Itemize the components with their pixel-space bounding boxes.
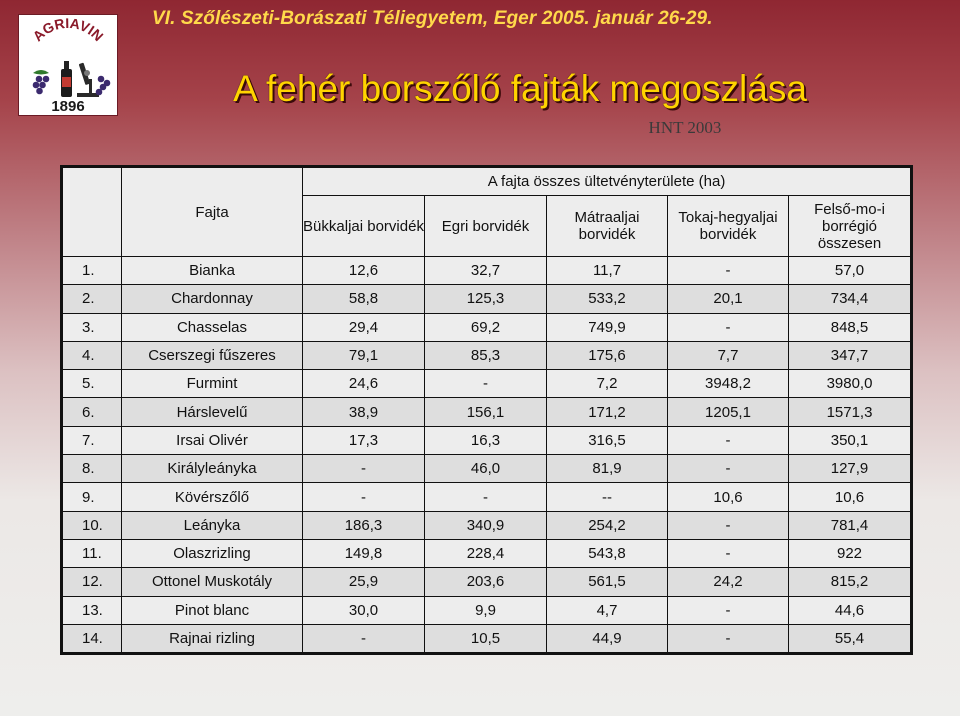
table-header: [62, 167, 912, 257]
table-row: [62, 313, 912, 341]
felso-total-value: 734,4: [789, 285, 912, 313]
felso-total-value: 44,6: [789, 596, 912, 624]
table-row: [62, 398, 912, 426]
matraaljai-value: 316,5: [547, 426, 668, 454]
page-title: A fehér borszőlő fajták megoszlása: [233, 68, 807, 109]
bukkaljai-value: 24,6: [303, 370, 425, 398]
tokaj-value: -: [668, 426, 789, 454]
tokaj-value: -: [668, 624, 789, 653]
variety-name: Kövérszőlő: [122, 483, 303, 511]
tokaj-value: 3948,2: [668, 370, 789, 398]
row-number: 9.: [62, 483, 122, 511]
agriavin-logo: [18, 14, 118, 116]
row-number: 13.: [62, 596, 122, 624]
egri-value: 16,3: [425, 426, 547, 454]
row-number: 5.: [62, 370, 122, 398]
matraaljai-value: 561,5: [547, 568, 668, 596]
tokaj-value: -: [668, 313, 789, 341]
matraaljai-value: 171,2: [547, 398, 668, 426]
grape-varieties-table: [60, 165, 913, 655]
bukkaljai-value: 149,8: [303, 539, 425, 567]
row-number: 11.: [62, 539, 122, 567]
felso-total-value: 922: [789, 539, 912, 567]
variety-name: Olaszrizling: [122, 539, 303, 567]
row-number: 8.: [62, 455, 122, 483]
row-number: 4.: [62, 341, 122, 369]
row-number: 12.: [62, 568, 122, 596]
logo-year: 1896: [51, 98, 85, 115]
header-felso-mo: Felső-mo-i borrégió összesen: [789, 196, 912, 257]
felso-total-value: 10,6: [789, 483, 912, 511]
row-number: 2.: [62, 285, 122, 313]
felso-total-value: 55,4: [789, 624, 912, 653]
row-number: 7.: [62, 426, 122, 454]
header-bukkaljai: Bükkaljai borvidék: [303, 196, 425, 257]
row-number: 14.: [62, 624, 122, 653]
felso-total-value: 848,5: [789, 313, 912, 341]
table-row: [62, 539, 912, 567]
table-row: [62, 257, 912, 285]
table-row: [62, 624, 912, 653]
variety-name: Bianka: [122, 257, 303, 285]
conference-title: VI. Szőlészeti-Borászati Téliegyetem, Eger 2005. január 26-29.: [152, 8, 713, 29]
felso-total-value: 347,7: [789, 341, 912, 369]
table-row: [62, 568, 912, 596]
variety-name: Furmint: [122, 370, 303, 398]
felso-total-value: 781,4: [789, 511, 912, 539]
table-row: [62, 285, 912, 313]
tokaj-value: -: [668, 455, 789, 483]
matraaljai-value: 11,7: [547, 257, 668, 285]
bukkaljai-value: -: [303, 455, 425, 483]
header-tokaj-hegyaljai: Tokaj-hegyaljai borvidék: [668, 196, 789, 257]
egri-value: 85,3: [425, 341, 547, 369]
variety-name: Leányka: [122, 511, 303, 539]
matraaljai-value: 81,9: [547, 455, 668, 483]
egri-value: 340,9: [425, 511, 547, 539]
header-egri: Egri borvidék: [425, 196, 547, 257]
matraaljai-value: 4,7: [547, 596, 668, 624]
tokaj-value: 20,1: [668, 285, 789, 313]
tokaj-value: 10,6: [668, 483, 789, 511]
variety-name: Chasselas: [122, 313, 303, 341]
svg-text:AGRIAVIN: [29, 15, 106, 44]
bukkaljai-value: -: [303, 624, 425, 653]
matraaljai-value: 175,6: [547, 341, 668, 369]
table-body: [62, 257, 912, 654]
egri-value: 10,5: [425, 624, 547, 653]
header-number: [62, 167, 122, 257]
grape-icon: [33, 70, 50, 94]
bukkaljai-value: 79,1: [303, 341, 425, 369]
bukkaljai-value: 58,8: [303, 285, 425, 313]
table-row: [62, 341, 912, 369]
tokaj-value: 24,2: [668, 568, 789, 596]
tokaj-value: -: [668, 539, 789, 567]
row-number: 10.: [62, 511, 122, 539]
table-row: [62, 483, 912, 511]
table-row: [62, 455, 912, 483]
variety-name: Rajnai rizling: [122, 624, 303, 653]
variety-name: Cserszegi fűszeres: [122, 341, 303, 369]
table-row: [62, 511, 912, 539]
variety-name: Irsai Olivér: [122, 426, 303, 454]
egri-value: -: [425, 370, 547, 398]
egri-value: 9,9: [425, 596, 547, 624]
felso-total-value: 57,0: [789, 257, 912, 285]
header-fajta: Fajta: [122, 167, 303, 257]
grape-icon-right: [96, 76, 111, 96]
bukkaljai-value: 186,3: [303, 511, 425, 539]
header-matraaljai: Mátraaljai borvidék: [547, 196, 668, 257]
egri-value: 46,0: [425, 455, 547, 483]
tokaj-value: -: [668, 596, 789, 624]
matraaljai-value: 543,8: [547, 539, 668, 567]
variety-name: Ottonel Muskotály: [122, 568, 303, 596]
matraaljai-value: 254,2: [547, 511, 668, 539]
wine-bottle-icon: [61, 61, 72, 97]
egri-value: 125,3: [425, 285, 547, 313]
matraaljai-value: --: [547, 483, 668, 511]
tokaj-value: 1205,1: [668, 398, 789, 426]
variety-name: Pinot blanc: [122, 596, 303, 624]
bukkaljai-value: 17,3: [303, 426, 425, 454]
egri-value: 228,4: [425, 539, 547, 567]
row-number: 3.: [62, 313, 122, 341]
bukkaljai-value: -: [303, 483, 425, 511]
logo-text: AGRIAVIN: [29, 15, 107, 45]
felso-total-value: 350,1: [789, 426, 912, 454]
variety-name: Királyleányka: [122, 455, 303, 483]
table-row: [62, 370, 912, 398]
row-number: 1.: [62, 257, 122, 285]
felso-total-value: 815,2: [789, 568, 912, 596]
matraaljai-value: 533,2: [547, 285, 668, 313]
egri-value: 32,7: [425, 257, 547, 285]
matraaljai-value: 749,9: [547, 313, 668, 341]
table-row: [62, 596, 912, 624]
bukkaljai-value: 29,4: [303, 313, 425, 341]
bukkaljai-value: 25,9: [303, 568, 425, 596]
egri-value: -: [425, 483, 547, 511]
variety-name: Hárslevelű: [122, 398, 303, 426]
tokaj-value: -: [668, 257, 789, 285]
egri-value: 203,6: [425, 568, 547, 596]
matraaljai-value: 7,2: [547, 370, 668, 398]
page-subtitle: HNT 2003: [648, 118, 722, 137]
bukkaljai-value: 30,0: [303, 596, 425, 624]
table-row: [62, 426, 912, 454]
tokaj-value: 7,7: [668, 341, 789, 369]
header-group: A fajta összes ültetvényterülete (ha): [303, 167, 912, 196]
tokaj-value: -: [668, 511, 789, 539]
felso-total-value: 3980,0: [789, 370, 912, 398]
felso-total-value: 127,9: [789, 455, 912, 483]
variety-name: Chardonnay: [122, 285, 303, 313]
felso-total-value: 1571,3: [789, 398, 912, 426]
egri-value: 156,1: [425, 398, 547, 426]
egri-value: 69,2: [425, 313, 547, 341]
bukkaljai-value: 12,6: [303, 257, 425, 285]
matraaljai-value: 44,9: [547, 624, 668, 653]
bukkaljai-value: 38,9: [303, 398, 425, 426]
row-number: 6.: [62, 398, 122, 426]
microscope-icon: [77, 63, 99, 97]
